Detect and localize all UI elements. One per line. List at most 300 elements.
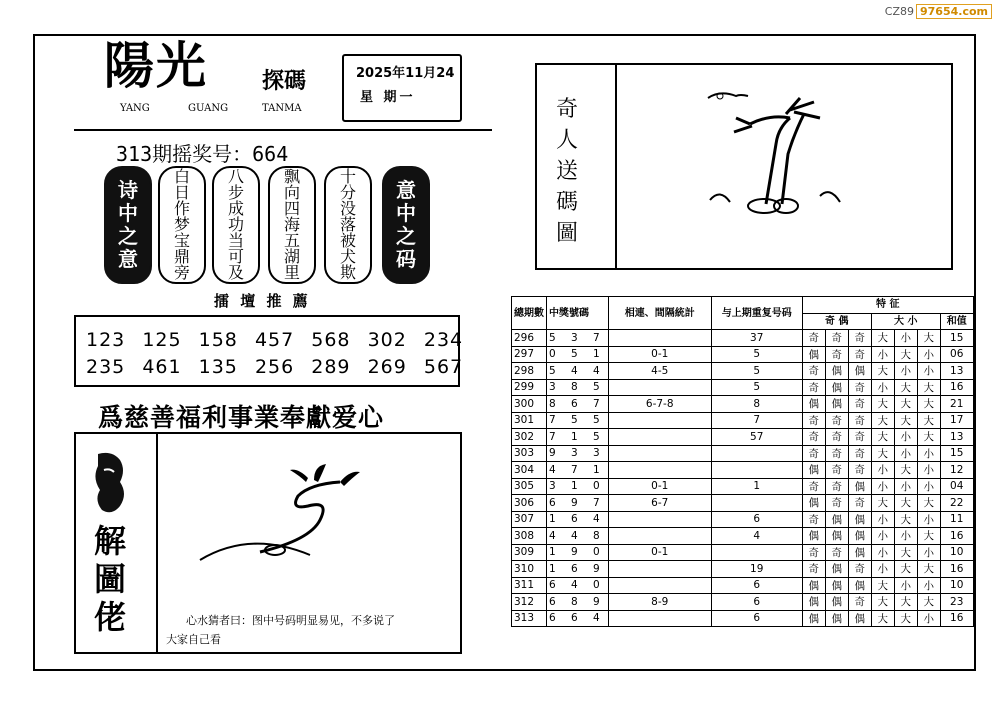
- table-cell: 大: [917, 379, 940, 396]
- table-cell: 7 5 5: [547, 412, 609, 429]
- table-cell: 大: [894, 544, 917, 561]
- table-cell: 偶: [802, 396, 825, 413]
- table-cell: 3 1 0: [547, 478, 609, 495]
- table-cell: 小: [871, 478, 894, 495]
- table-cell: 11: [940, 511, 973, 528]
- table-cell: 小: [917, 346, 940, 363]
- table-cell: 奇: [848, 445, 871, 462]
- table-cell: 大: [871, 396, 894, 413]
- table-cell: 大: [871, 577, 894, 594]
- poem-char: 湖: [283, 247, 300, 266]
- table-cell: 小: [871, 544, 894, 561]
- col-period: 總期數: [512, 297, 547, 330]
- table-cell: 9 3 3: [547, 445, 609, 462]
- table-cell: 5 4 4: [547, 363, 609, 380]
- table-cell: 偶: [802, 495, 825, 512]
- table-cell: 奇: [825, 544, 848, 561]
- table-cell: 297: [512, 346, 547, 363]
- table-row: [512, 445, 974, 462]
- table-cell: 小: [894, 445, 917, 462]
- table-cell: 0-1: [608, 346, 711, 363]
- puzzle-title-char: 圖: [94, 560, 127, 598]
- table-cell: 奇: [825, 330, 848, 347]
- poem-char: 可: [227, 247, 244, 266]
- table-cell: [608, 462, 711, 479]
- table-cell: 大: [894, 610, 917, 627]
- pill-char: 意: [396, 178, 416, 202]
- table-cell: [711, 445, 802, 462]
- stranger-title-char: 圖: [556, 221, 579, 246]
- table-cell: 小: [917, 511, 940, 528]
- table-cell: [711, 462, 802, 479]
- table-cell: 5: [711, 379, 802, 396]
- table-cell: 奇: [848, 330, 871, 347]
- table-cell: 小: [917, 577, 940, 594]
- puzzle-caption-2: 大家自己看: [166, 633, 221, 646]
- table-cell: 大: [917, 412, 940, 429]
- poem-char: 鼎: [173, 247, 190, 266]
- table-row: [512, 346, 974, 363]
- table-cell: 5 3 7: [547, 330, 609, 347]
- poem-char: 成: [227, 199, 244, 218]
- table-header-row: [512, 297, 974, 314]
- table-cell: 奇: [848, 594, 871, 611]
- table-cell: [711, 495, 802, 512]
- table-cell: [608, 610, 711, 627]
- table-cell: 大: [894, 495, 917, 512]
- table-row: [512, 379, 974, 396]
- table-cell: 奇: [848, 412, 871, 429]
- table-cell: 16: [940, 561, 973, 578]
- table-cell: 大: [894, 346, 917, 363]
- table-cell: 小: [917, 610, 940, 627]
- table-cell: 57: [711, 429, 802, 446]
- puzzle-title: [94, 522, 126, 636]
- rec-number: 567: [423, 356, 464, 378]
- table-cell: 大: [894, 511, 917, 528]
- poem-char: 落: [339, 215, 356, 234]
- table-cell: 23: [940, 594, 973, 611]
- poem-column-2: [212, 166, 260, 284]
- table-cell: 313: [512, 610, 547, 627]
- poem-char: 没: [339, 199, 356, 218]
- brand-title: 陽光: [104, 36, 208, 95]
- table-cell: 大: [917, 330, 940, 347]
- table-cell: 06: [940, 346, 973, 363]
- poem-left-pill: [104, 166, 152, 284]
- table-cell: 大: [894, 412, 917, 429]
- col-sum: 和值: [940, 313, 973, 330]
- table-cell: 小: [894, 478, 917, 495]
- rec-number: 135: [198, 356, 238, 378]
- watermark-prefix: CZ89: [884, 5, 914, 18]
- table-cell: 307: [512, 511, 547, 528]
- table-cell: 奇: [802, 478, 825, 495]
- poem-char: 分: [339, 183, 356, 202]
- table-cell: 小: [917, 544, 940, 561]
- table-cell: 300: [512, 396, 547, 413]
- table-cell: 偶: [802, 462, 825, 479]
- col-oddeven: 奇 偶: [802, 313, 871, 330]
- stranger-title-char: 奇: [556, 97, 579, 122]
- table-cell: 310: [512, 561, 547, 578]
- recommend-row-2: [86, 356, 463, 378]
- pinyin-1: YANG: [120, 103, 150, 114]
- table-cell: 大: [894, 561, 917, 578]
- stranger-title-char: 送: [556, 159, 579, 184]
- table-cell: 偶: [848, 528, 871, 545]
- table-cell: 奇: [802, 379, 825, 396]
- table-row: [512, 363, 974, 380]
- table-cell: 1 6 4: [547, 511, 609, 528]
- table-cell: 偶: [825, 577, 848, 594]
- poem-column-4: [324, 166, 372, 284]
- table-cell: 0 5 1: [547, 346, 609, 363]
- poem-char: 犬: [339, 247, 356, 266]
- puzzle-title-char: 佬: [94, 598, 127, 636]
- table-cell: [608, 561, 711, 578]
- issue-date: 2025年11月24: [356, 66, 455, 81]
- rec-number: 234: [423, 329, 464, 351]
- rec-number: 123: [86, 329, 126, 351]
- table-cell: 奇: [825, 462, 848, 479]
- table-cell: 偶: [825, 528, 848, 545]
- table-cell: 21: [940, 396, 973, 413]
- table-cell: 311: [512, 577, 547, 594]
- table-cell: 6-7-8: [608, 396, 711, 413]
- table-cell: 小: [871, 561, 894, 578]
- table-cell: 奇: [848, 346, 871, 363]
- stranger-title-char: 人: [556, 128, 579, 153]
- table-cell: 7: [711, 412, 802, 429]
- table-cell: 302: [512, 429, 547, 446]
- table-cell: 偶: [802, 528, 825, 545]
- table-row: [512, 429, 974, 446]
- table-cell: 大: [871, 429, 894, 446]
- table-cell: 奇: [802, 544, 825, 561]
- table-cell: 6 8 9: [547, 594, 609, 611]
- table-cell: 大: [871, 495, 894, 512]
- poem-char: 十: [339, 167, 356, 186]
- table-cell: 7 1 5: [547, 429, 609, 446]
- rec-number: 269: [367, 356, 407, 378]
- col-bigsmall: 大 小: [871, 313, 940, 330]
- table-cell: 大: [917, 594, 940, 611]
- poem-char: 八: [227, 167, 244, 186]
- table-cell: 大: [894, 396, 917, 413]
- table-cell: 偶: [802, 610, 825, 627]
- table-cell: 299: [512, 379, 547, 396]
- table-cell: 6 9 7: [547, 495, 609, 512]
- issue-weekday: 星 期一: [360, 90, 416, 105]
- table-cell: 04: [940, 478, 973, 495]
- table-cell: [608, 379, 711, 396]
- table-cell: 1 6 9: [547, 561, 609, 578]
- table-cell: 4 7 1: [547, 462, 609, 479]
- table-cell: 奇: [802, 511, 825, 528]
- table-cell: 奇: [802, 445, 825, 462]
- header-divider: [74, 129, 492, 131]
- rec-number: 568: [311, 329, 351, 351]
- table-cell: 303: [512, 445, 547, 462]
- table-cell: 偶: [825, 363, 848, 380]
- table-cell: 16: [940, 379, 973, 396]
- table-cell: 22: [940, 495, 973, 512]
- table-cell: 306: [512, 495, 547, 512]
- table-cell: 大: [894, 379, 917, 396]
- rec-number: 235: [86, 356, 126, 378]
- rec-number: 289: [311, 356, 351, 378]
- table-cell: 6: [711, 511, 802, 528]
- table-cell: 37: [711, 330, 802, 347]
- poem-char: 四: [283, 199, 300, 218]
- table-cell: 大: [894, 594, 917, 611]
- table-cell: 小: [871, 511, 894, 528]
- table-cell: 19: [711, 561, 802, 578]
- table-cell: 小: [894, 330, 917, 347]
- table-row: [512, 528, 974, 545]
- poem-char: 旁: [173, 263, 190, 282]
- table-cell: 偶: [802, 594, 825, 611]
- pill-char: 中: [118, 201, 138, 225]
- table-cell: 奇: [802, 363, 825, 380]
- table-cell: 小: [917, 478, 940, 495]
- table-cell: 奇: [825, 478, 848, 495]
- poem-char: 五: [283, 231, 300, 250]
- table-cell: 小: [917, 445, 940, 462]
- table-cell: 奇: [802, 412, 825, 429]
- table-cell: 1: [711, 478, 802, 495]
- table-row: [512, 511, 974, 528]
- poem-column-1: [158, 166, 206, 284]
- table-cell: 15: [940, 330, 973, 347]
- table-cell: [608, 577, 711, 594]
- table-cell: 6 4 0: [547, 577, 609, 594]
- draw-history-table: [511, 296, 974, 627]
- pinyin-3: TANMA: [262, 103, 302, 114]
- table-cell: 6: [711, 594, 802, 611]
- table-cell: 奇: [802, 429, 825, 446]
- table-cell: 奇: [825, 412, 848, 429]
- table-cell: 大: [894, 462, 917, 479]
- table-cell: 偶: [825, 610, 848, 627]
- poem-char: 及: [227, 263, 244, 282]
- table-cell: 偶: [802, 346, 825, 363]
- table-cell: [711, 544, 802, 561]
- table-cell: 奇: [802, 330, 825, 347]
- poem-char: 里: [283, 263, 300, 282]
- table-cell: 308: [512, 528, 547, 545]
- table-cell: 小: [871, 462, 894, 479]
- pill-char: 中: [396, 201, 416, 225]
- rec-number: 256: [254, 356, 295, 378]
- brand-subtitle: 探碼: [262, 69, 307, 94]
- poem-char: 宝: [173, 231, 190, 250]
- table-row: [512, 330, 974, 347]
- rec-number: 302: [367, 329, 407, 351]
- stranger-divider: [615, 65, 617, 268]
- table-row: [512, 396, 974, 413]
- table-cell: 奇: [848, 495, 871, 512]
- table-cell: 奇: [848, 429, 871, 446]
- table-row: [512, 577, 974, 594]
- table-cell: 4 4 8: [547, 528, 609, 545]
- table-row: [512, 462, 974, 479]
- table-cell: 大: [917, 495, 940, 512]
- table-cell: [608, 445, 711, 462]
- table-cell: 小: [917, 363, 940, 380]
- table-row: [512, 561, 974, 578]
- table-cell: 大: [871, 412, 894, 429]
- puzzle-divider: [156, 434, 158, 652]
- table-cell: 4-5: [608, 363, 711, 380]
- table-cell: 大: [871, 363, 894, 380]
- poem-char: 白: [173, 167, 190, 186]
- table-cell: 奇: [825, 445, 848, 462]
- pill-char: 码: [396, 247, 416, 271]
- table-cell: 大: [917, 528, 940, 545]
- table-cell: 5: [711, 346, 802, 363]
- table-cell: 大: [871, 610, 894, 627]
- table-cell: 奇: [825, 346, 848, 363]
- table-cell: 8 6 7: [547, 396, 609, 413]
- tree-drawing: [690, 84, 850, 224]
- table-cell: 298: [512, 363, 547, 380]
- poem-char: 向: [283, 183, 300, 202]
- table-cell: 5: [711, 363, 802, 380]
- table-cell: 偶: [825, 511, 848, 528]
- table-cell: 偶: [825, 396, 848, 413]
- table-cell: 奇: [825, 429, 848, 446]
- table-cell: 301: [512, 412, 547, 429]
- table-cell: 小: [871, 346, 894, 363]
- col-number: 中獎號碼: [547, 297, 609, 330]
- table-cell: 16: [940, 610, 973, 627]
- table-cell: [608, 429, 711, 446]
- table-cell: 309: [512, 544, 547, 561]
- table-cell: 奇: [848, 379, 871, 396]
- watermark-site: 97654.com: [916, 4, 992, 19]
- table-cell: 4: [711, 528, 802, 545]
- site-watermark: [885, 4, 992, 19]
- table-cell: 偶: [848, 363, 871, 380]
- table-cell: 小: [871, 379, 894, 396]
- poem-char: 日: [173, 183, 190, 202]
- table-cell: 小: [871, 528, 894, 545]
- table-cell: 偶: [825, 561, 848, 578]
- pill-char: 诗: [118, 178, 138, 202]
- col-repeat: 与上期重复号码: [711, 297, 802, 330]
- table-cell: 小: [894, 577, 917, 594]
- table-cell: 大: [917, 396, 940, 413]
- table-cell: 305: [512, 478, 547, 495]
- table-cell: 10: [940, 577, 973, 594]
- poem-right-pill: [382, 166, 430, 284]
- table-cell: 偶: [848, 478, 871, 495]
- table-row: [512, 610, 974, 627]
- table-cell: 偶: [825, 594, 848, 611]
- table-cell: 296: [512, 330, 547, 347]
- table-cell: 大: [917, 429, 940, 446]
- table-cell: 小: [894, 528, 917, 545]
- table-cell: 偶: [848, 511, 871, 528]
- poem-char: 功: [227, 215, 244, 234]
- table-row: [512, 544, 974, 561]
- poem-column-3: [268, 166, 316, 284]
- table-cell: [608, 412, 711, 429]
- table-cell: 大: [871, 330, 894, 347]
- table-cell: 16: [940, 528, 973, 545]
- table-cell: 12: [940, 462, 973, 479]
- table-row: [512, 412, 974, 429]
- table-row: [512, 594, 974, 611]
- puzzle-title-char: 解: [94, 522, 127, 560]
- poem-char: 欺: [339, 263, 356, 282]
- table-cell: 15: [940, 445, 973, 462]
- table-cell: 1 9 0: [547, 544, 609, 561]
- poem-char: 当: [227, 231, 244, 250]
- table-cell: 偶: [848, 610, 871, 627]
- table-cell: 13: [940, 429, 973, 446]
- table-cell: 0-1: [608, 544, 711, 561]
- rec-number: 457: [254, 329, 295, 351]
- draw-result: 313期摇奖号：664: [116, 142, 289, 166]
- table-cell: 6: [711, 577, 802, 594]
- rec-number: 461: [142, 356, 182, 378]
- table-row: [512, 495, 974, 512]
- table-row: [512, 478, 974, 495]
- table-cell: 大: [871, 445, 894, 462]
- table-cell: 3 8 5: [547, 379, 609, 396]
- table-cell: [608, 330, 711, 347]
- recommend-row-1: [86, 329, 463, 351]
- recommend-title: 擂 壇 推 薦: [214, 292, 311, 310]
- table-cell: 0-1: [608, 478, 711, 495]
- table-cell: 奇: [848, 462, 871, 479]
- pill-char: 之: [118, 224, 138, 248]
- table-cell: 8: [711, 396, 802, 413]
- table-cell: [608, 511, 711, 528]
- rec-number: 158: [198, 329, 238, 351]
- charity-slogan: 爲慈善福利事業奉獻爱心: [98, 403, 385, 432]
- table-cell: 17: [940, 412, 973, 429]
- table-cell: 小: [894, 363, 917, 380]
- table-cell: 6-7: [608, 495, 711, 512]
- stranger-title-char: 碼: [556, 190, 579, 215]
- puzzle-drawing: [190, 460, 380, 580]
- pinyin-2: GUANG: [188, 103, 229, 114]
- stranger-title: [556, 94, 578, 249]
- table-cell: 奇: [825, 495, 848, 512]
- poem-char: 海: [283, 215, 300, 234]
- pill-char: 之: [396, 224, 416, 248]
- table-cell: 偶: [848, 577, 871, 594]
- poem-char: 飘: [283, 167, 300, 186]
- puzzle-caption-1: 心水猜者曰：图中号码明显易见，不多说了: [186, 614, 395, 627]
- poem-char: 步: [227, 183, 244, 202]
- table-cell: 奇: [848, 561, 871, 578]
- table-cell: 偶: [825, 379, 848, 396]
- poem-char: 作: [173, 199, 190, 218]
- table-cell: 10: [940, 544, 973, 561]
- table-cell: 奇: [848, 396, 871, 413]
- table-cell: 小: [894, 429, 917, 446]
- table-cell: 奇: [802, 561, 825, 578]
- table-cell: 偶: [802, 577, 825, 594]
- table-cell: 6 6 4: [547, 610, 609, 627]
- table-cell: 8-9: [608, 594, 711, 611]
- table-cell: 大: [917, 561, 940, 578]
